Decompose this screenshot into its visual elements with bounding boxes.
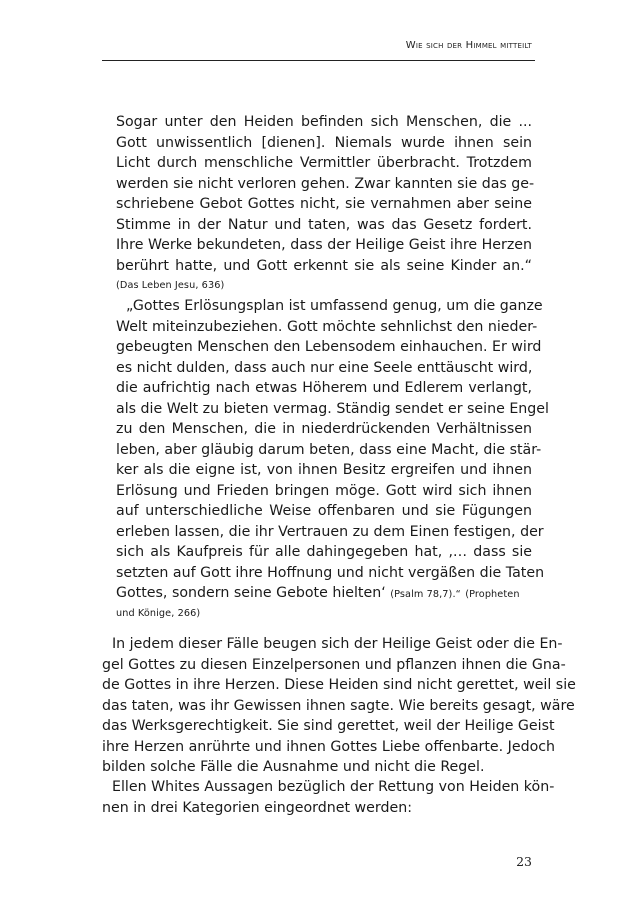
paragraph-line: Ellen Whites Aussagen bezüglich der Rettung von Heiden kön- <box>112 779 555 795</box>
paragraph-line: bilden solche Fälle die Ausnahme und nicht die Regel. <box>102 759 485 775</box>
page-number: 23 <box>516 854 532 869</box>
quote-line: ker als die eigne ist, von ihnen Besitz ergreifen und ihnen <box>116 462 532 478</box>
body-paragraph-2 <box>102 777 555 818</box>
paragraph-line: nen in drei Kategorien eingeordnet werden: <box>102 799 412 816</box>
quote-line-text: Gottes, sondern seine Gebote hielten‘ <box>116 585 386 601</box>
quote-line: zu den Menschen, die in niederdrückenden Verhältnissen <box>116 421 532 437</box>
quote-line: Ihre Werke bekundeten, dass der Heilige Geist ihre Herzen <box>116 237 532 253</box>
quote-line: Stimme in der Natur und taten, was das Gesetz fordert. <box>116 216 532 233</box>
quote-block-2 <box>116 296 549 624</box>
psalm-reference: (Psalm 78,7).“ <box>390 589 461 600</box>
quote-line: Licht durch menschliche Vermittler überbracht. Trotzdem <box>116 155 532 171</box>
quote-line: Sogar unter den Heiden befinden sich Menschen, die ... <box>116 114 532 130</box>
quote-line: schriebene Gebot Gottes nicht, sie vernahmen aber seine <box>116 196 532 212</box>
quote-line: gebeugten Menschen den Lebensodem einhauchen. Er wird <box>116 339 542 355</box>
paragraph-line: das Werksgerechtigkeit. Sie sind gerettet, weil der Heilige Geist <box>102 718 555 734</box>
quote-citation: und Könige, 266) <box>116 607 201 619</box>
paragraph-line: das taten, was ihr Gewissen ihnen sagte. Wie bereits gesagt, wäre <box>102 697 575 714</box>
running-header-title: Wie sich der Himmel mitteilt <box>405 40 532 51</box>
quote-line: leben, aber gläubig darum beten, dass eine Macht, die stär- <box>116 441 542 458</box>
quote-line: die aufrichtig nach etwas Höherem und Edlerem verlangt, <box>116 380 532 396</box>
paragraph-line: de Gottes in ihre Herzen. Diese Heiden sind nicht gerettet, weil sie <box>102 677 576 693</box>
quote-line: berührt hatte, und Gott erkennt sie als seine Kinder an.“ <box>116 257 532 274</box>
quote-citation: (Das Leben Jesu, 636) <box>116 280 225 291</box>
paragraph-line: gel Gottes zu diesen Einzelpersonen und pflanzen ihnen die Gna- <box>102 656 566 673</box>
quote-line: Gott unwissentlich [dienen]. Niemals wurde ihnen sein <box>116 134 532 151</box>
quote-line: setzten auf Gott ihre Hoffnung und nicht vergäßen die Taten <box>116 564 545 581</box>
header-rule <box>102 60 535 61</box>
quote-citation: (Propheten <box>465 589 520 600</box>
paragraph-line: In jedem dieser Fälle beugen sich der Heilige Geist oder die En- <box>112 636 563 652</box>
quote-block-1 <box>116 112 535 297</box>
quote-line: es nicht dulden, dass auch nur eine Seele enttäuscht wird, <box>116 359 533 376</box>
running-header <box>406 40 532 51</box>
quote-line: „Gottes Erlösungsplan ist umfassend genug, um die ganze <box>126 298 543 314</box>
body-paragraph-1 <box>102 634 576 778</box>
quote-line: als die Welt zu bieten vermag. Ständig sendet er seine Engel <box>116 400 549 417</box>
quote-line: werden sie nicht verloren gehen. Zwar kannten sie das ge- <box>116 175 535 192</box>
quote-line: Welt miteinzubeziehen. Gott möchte sehnlichst den nieder- <box>116 318 538 335</box>
quote-line: sich als Kaufpreis für alle dahingegeben hat, ‚… dass sie <box>116 544 532 560</box>
quote-line: auf unterschiedliche Weise offenbaren und sie Fügungen <box>116 503 532 519</box>
quote-line: Erlösung und Frieden bringen möge. Gott wird sich ihnen <box>116 482 532 499</box>
quote-last-line <box>116 583 532 604</box>
quote-line: erleben lassen, die ihr Vertrauen zu dem Einen festigen, der <box>116 523 544 540</box>
paragraph-line: ihre Herzen anrührte und ihnen Gottes Liebe offenbarte. Jedoch <box>102 738 556 755</box>
